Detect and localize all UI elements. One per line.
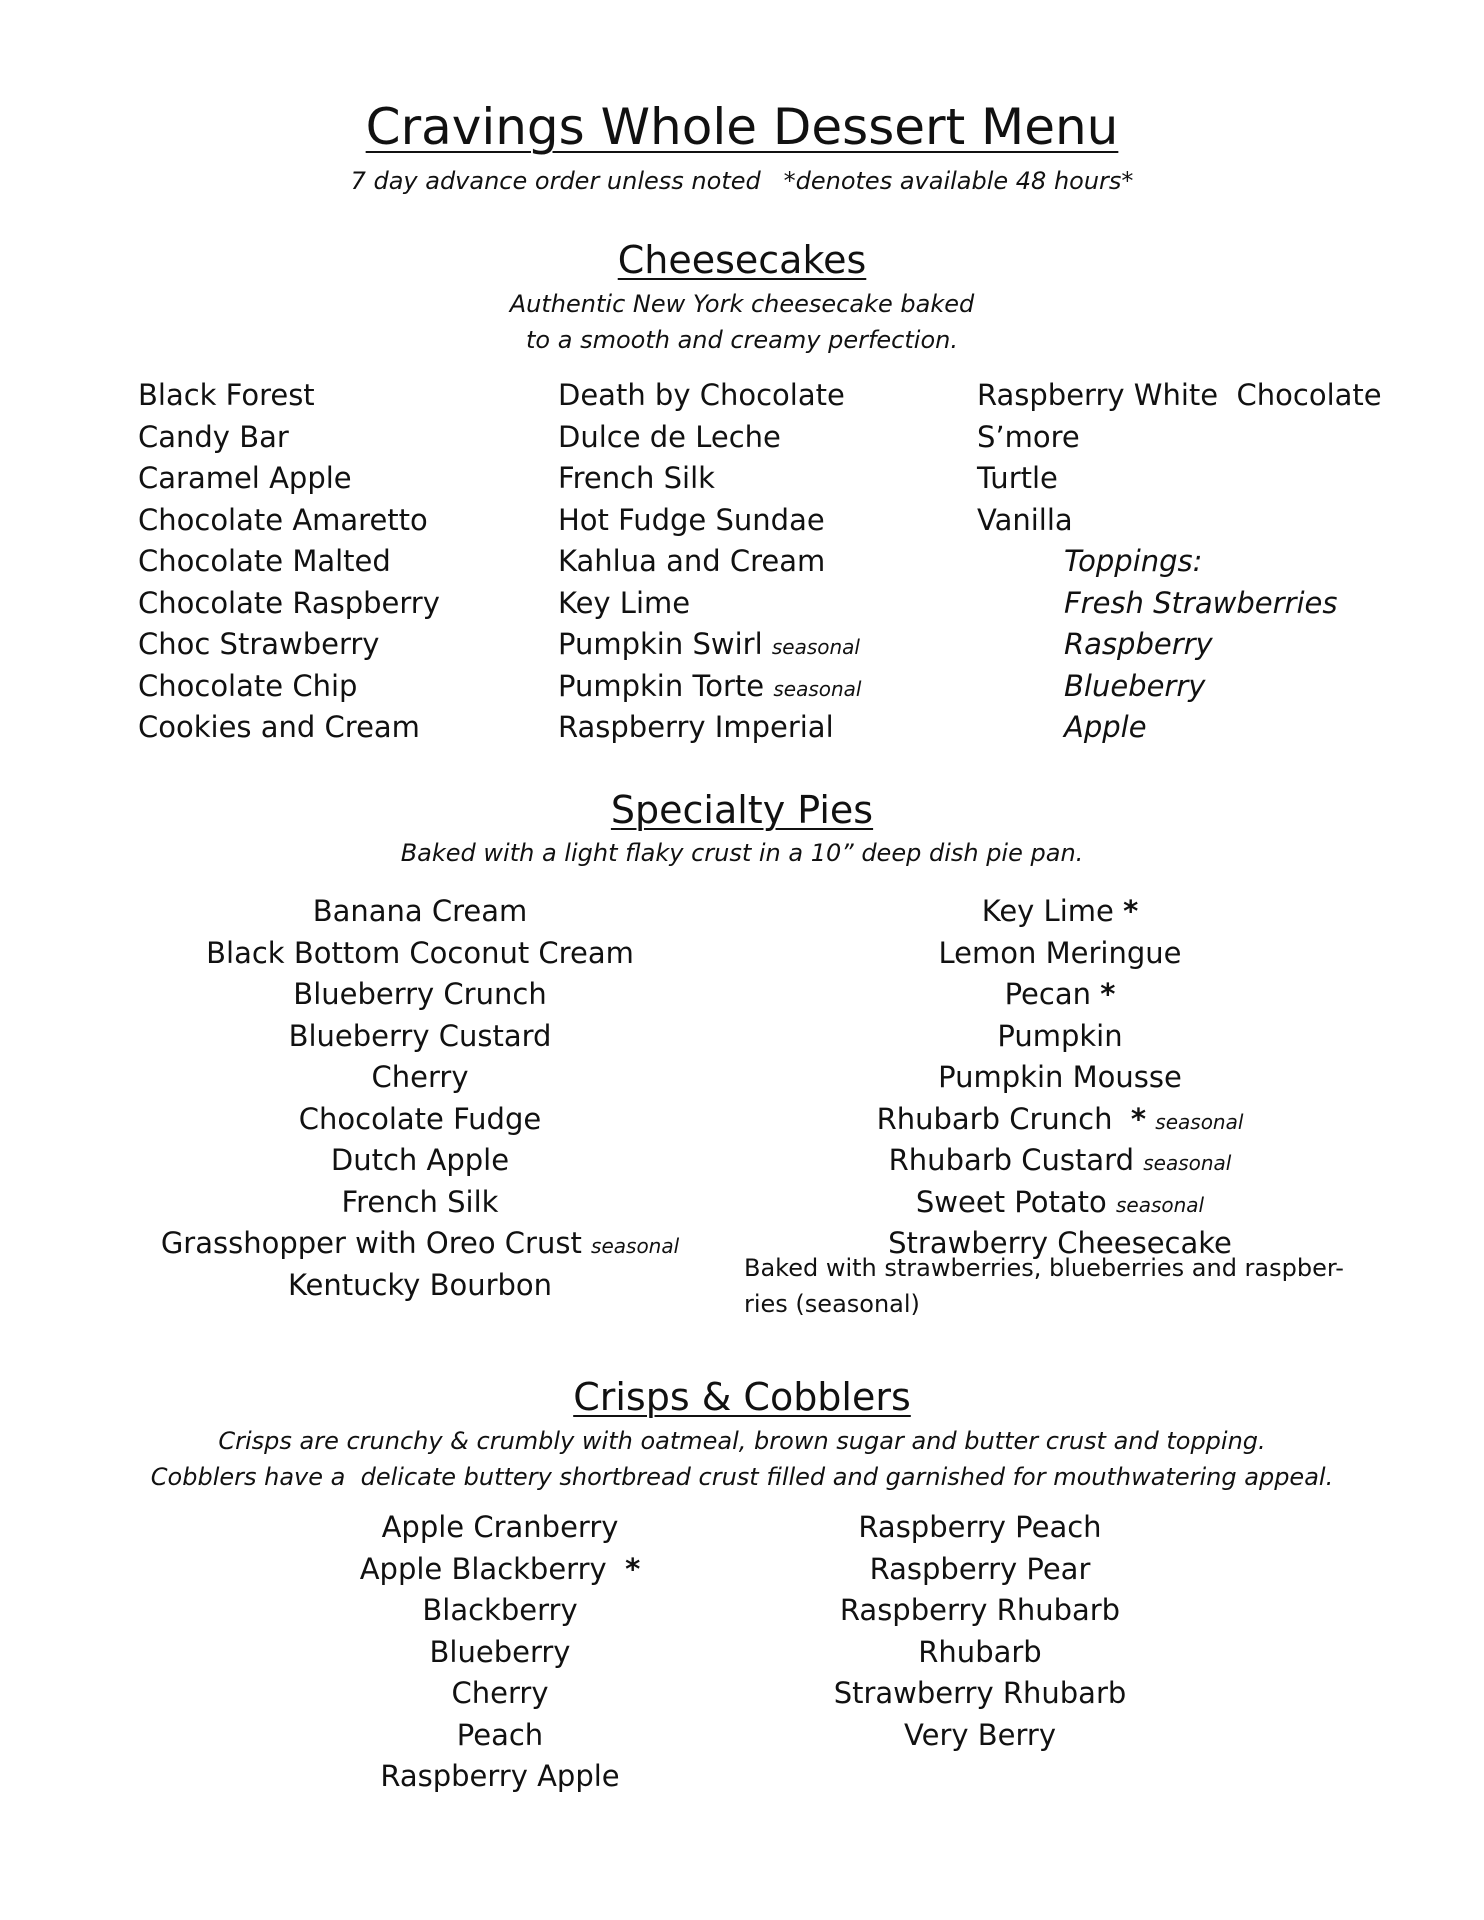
cheesecakes-description [0, 286, 1484, 358]
item-label: Sweet Potato [915, 1184, 1107, 1219]
seasonal-tag: seasonal [591, 1234, 680, 1258]
item-label: Rhubarb Custard [888, 1143, 1134, 1177]
cheesecakes-desc-line-2: to a smooth and creamy perfection. [526, 326, 958, 354]
list-item: Cherry [371, 1060, 469, 1094]
list-item [740, 1099, 1380, 1141]
list-item: Raspberry Imperial [558, 710, 834, 744]
seasonal-tag: seasonal [1143, 1151, 1232, 1175]
list-item [740, 891, 1380, 933]
star-marker: * [1100, 977, 1116, 1011]
list-item: Cookies and Cream [138, 710, 420, 744]
list-item: Fresh Strawberries [1064, 585, 1338, 620]
list-item: Vanilla [977, 502, 1073, 537]
star-marker: * [1130, 1101, 1147, 1136]
item-label: Key Lime [981, 894, 1114, 928]
seasonal-tag: seasonal [773, 676, 862, 701]
list-item: Chocolate Malted [138, 544, 391, 578]
list-item: Rhubarb [918, 1634, 1042, 1669]
list-item: Chocolate Amaretto [138, 502, 428, 537]
crisps-desc-line-1: Crisps are crunchy & crumbly with oatmeal, brown sugar and butter crust and topping. [218, 1427, 1266, 1455]
pies-description [0, 835, 1484, 871]
list-item: Raspberry Apple [380, 1759, 620, 1793]
pies-title: Specialty Pies [610, 788, 874, 832]
list-item: Kahlua and Cream [558, 544, 826, 578]
list-item: Blueberry Crunch [293, 977, 547, 1011]
star-marker: * [625, 1551, 641, 1586]
list-item: Apple Cranberry [381, 1510, 619, 1544]
list-item: French Silk [558, 461, 715, 495]
list-item [740, 1182, 1380, 1224]
item-label: Grasshopper with Oreo Crust [160, 1226, 582, 1260]
crisps-title: Crisps & Cobblers [573, 1375, 911, 1419]
list-item: Chocolate Chip [138, 668, 358, 703]
list-item: Blueberry [1064, 668, 1206, 703]
list-item: Turtle [977, 461, 1058, 495]
star-marker: * [1123, 894, 1139, 928]
cheesecakes-column-1 [138, 375, 440, 749]
list-item [740, 1140, 1380, 1182]
list-item: Blueberry Custard [288, 1018, 552, 1053]
list-item: Caramel Apple [138, 461, 352, 495]
list-item: Apple [1064, 710, 1147, 744]
list-item: Black Forest [138, 378, 315, 412]
list-item: Strawberry Rhubarb [833, 1676, 1127, 1710]
menu-title: Cravings Whole Dessert Menu [365, 98, 1119, 156]
list-item: Key Lime [558, 585, 691, 620]
item-label: Pumpkin Torte [558, 668, 765, 703]
list-item [558, 624, 861, 666]
list-item: Blueberry [429, 1634, 571, 1669]
list-item: Raspberry Peach [858, 1510, 1102, 1544]
list-item: Pumpkin [997, 1018, 1123, 1053]
list-item: Black Bottom Coconut Cream [206, 935, 634, 970]
item-label: Pumpkin Swirl [558, 627, 763, 661]
menu-subtitle: 7 day advance order unless noted *denotes available 48 hours* [350, 167, 1134, 195]
seasonal-tag: seasonal [1115, 1192, 1205, 1217]
cheesecakes-desc-line-1: Authentic New York cheesecake baked [509, 290, 975, 318]
list-item: S’more [977, 419, 1080, 454]
toppings-list [1064, 541, 1337, 749]
list-item: Strawberry Cheesecake [888, 1226, 1232, 1260]
list-item: Choc Strawberry [138, 627, 380, 661]
item-label: Rhubarb Crunch [876, 1101, 1113, 1136]
list-item: Raspberry White Chocolate [977, 378, 1382, 412]
list-item: Banana Cream [312, 894, 528, 928]
list-item: Raspberry Pear [869, 1551, 1091, 1586]
list-item: Cherry [451, 1676, 549, 1710]
list-item [740, 974, 1380, 1016]
list-item: Dulce de Leche [558, 419, 781, 454]
cheesecakes-title: Cheesecakes [617, 238, 867, 282]
list-item: Pumpkin Mousse [938, 1060, 1182, 1094]
list-item: Very Berry [904, 1717, 1056, 1752]
seasonal-tag: seasonal [771, 635, 860, 659]
list-item [558, 666, 861, 708]
list-item: Blackberry [422, 1593, 578, 1627]
list-item: French Silk [341, 1184, 499, 1219]
crisps-column-1 [300, 1507, 700, 1798]
list-item [120, 1223, 720, 1265]
cheesecakes-column-3 [977, 375, 1382, 541]
crisps-description [0, 1423, 1484, 1495]
item-label: Pecan [1004, 977, 1091, 1011]
crisps-desc-line-2: Cobblers have a delicate buttery shortbread crust filled and garnished for mouthwatering appeal. [150, 1463, 1334, 1491]
strawberry-cheesecake-note: Baked with strawberries, blueberries and raspber-ries (seasonal) [744, 1254, 1344, 1318]
seasonal-tag: seasonal [1155, 1109, 1244, 1134]
crisps-column-2 [780, 1507, 1180, 1756]
list-item: Peach [456, 1717, 544, 1752]
toppings-label: Toppings: [1064, 544, 1203, 578]
pies-desc-line: Baked with a light flaky crust in a 10” deep dish pie pan. [400, 839, 1084, 867]
list-item: Chocolate Raspberry [138, 585, 440, 620]
list-item: Raspberry [1064, 627, 1213, 661]
list-item [300, 1549, 700, 1591]
list-item: Candy Bar [138, 419, 289, 454]
list-item: Dutch Apple [330, 1143, 510, 1177]
list-item: Chocolate Fudge [298, 1101, 542, 1136]
pies-column-2 [740, 891, 1380, 1265]
pies-column-1 [120, 891, 720, 1306]
list-item: Hot Fudge Sundae [558, 502, 825, 537]
list-item: Raspberry Rhubarb [839, 1593, 1121, 1627]
cheesecakes-column-2 [558, 375, 861, 749]
list-item: Kentucky Bourbon [287, 1267, 553, 1302]
list-item: Death by Chocolate [558, 378, 845, 412]
item-label: Apple Blackberry [359, 1551, 607, 1586]
list-item: Lemon Meringue [938, 935, 1182, 970]
